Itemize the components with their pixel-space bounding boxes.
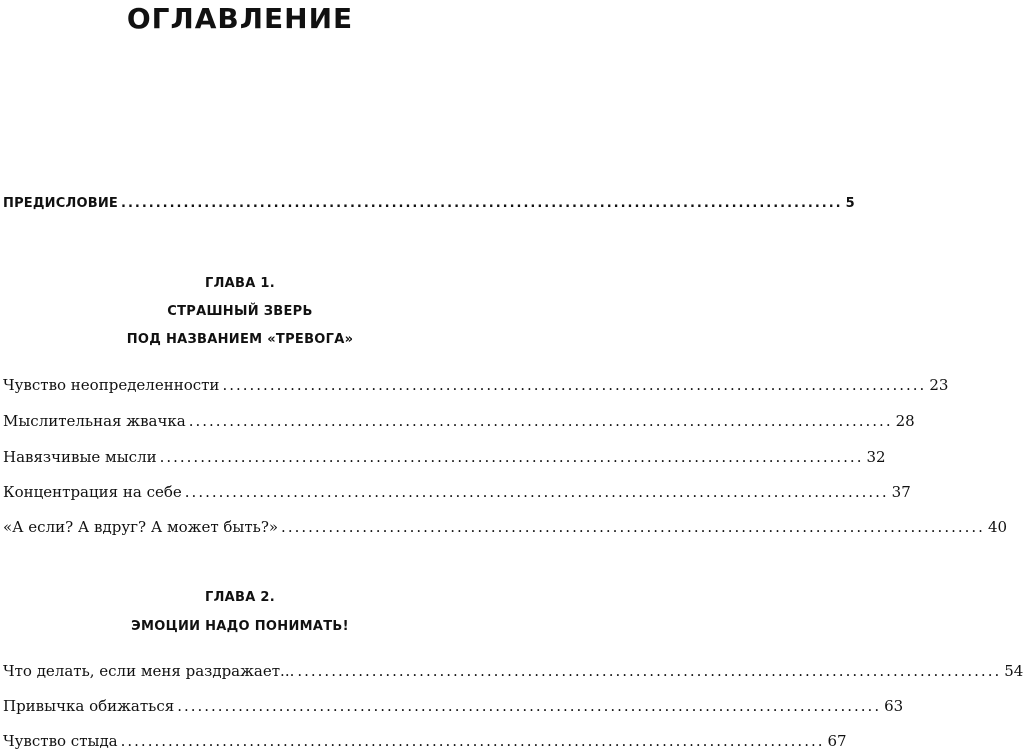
dot-leader: ........................................................................................................: [222, 376, 927, 394]
toc-page-number: 67: [827, 732, 847, 750]
dot-leader: ........................................................................................................: [159, 448, 864, 466]
toc-entry[interactable]: [3, 412, 915, 430]
toc-entry-label: Что делать, если меня раздражает...: [3, 662, 295, 680]
toc-entry[interactable]: [3, 448, 886, 466]
toc-entry-label: Концентрация на себе: [3, 483, 182, 501]
chapter-2-number: ГЛАВА 2.: [204, 590, 276, 605]
toc-page-number: 37: [891, 483, 911, 501]
dot-leader: ........................................................................................................: [121, 196, 843, 211]
toc-page-number: 23: [929, 376, 949, 394]
toc-page-number: 28: [895, 412, 915, 430]
toc-entry[interactable]: [3, 483, 911, 501]
toc-entry-label: «А если? А вдруг? А может быть?»: [3, 518, 279, 536]
toc-entry-label: ПРЕДИСЛОВИЕ: [3, 196, 119, 211]
dot-leader: ........................................................................................................: [177, 697, 882, 715]
chapter-1-title-line-2: ПОД НАЗВАНИЕМ «ТРЕВОГА»: [126, 332, 354, 347]
toc-entry-label: Мыслительная жвачка: [3, 412, 186, 430]
toc-page-number: 32: [866, 448, 886, 466]
chapter-1-title-line-1: СТРАШНЫЙ ЗВЕРЬ: [167, 304, 313, 319]
dot-leader: ........................................................................................................: [297, 662, 1002, 680]
toc-page-number: 40: [987, 518, 1008, 536]
toc-entry-label: Чувство стыда: [3, 732, 118, 750]
dot-leader: ........................................................................................................: [188, 412, 893, 430]
dot-leader: ........................................................................................................: [281, 518, 985, 536]
dot-leader: ........................................................................................................: [120, 732, 825, 750]
toc-entry[interactable]: [3, 697, 904, 715]
toc-page-number: 54: [1004, 662, 1023, 680]
toc-page-number: 5: [845, 196, 855, 211]
toc-entry-preface[interactable]: [3, 196, 855, 211]
chapter-1-number: ГЛАВА 1.: [204, 276, 276, 291]
toc-page-number: 63: [884, 697, 904, 715]
toc-entry[interactable]: [3, 662, 1023, 680]
toc-entry[interactable]: [3, 732, 847, 750]
toc-entry[interactable]: [3, 376, 949, 394]
chapter-2-title: ЭМОЦИИ НАДО ПОНИМАТЬ!: [131, 619, 349, 634]
page-title: ОГЛАВЛЕНИЕ: [126, 2, 354, 35]
toc-entry-label: Привычка обижаться: [3, 697, 175, 715]
toc-entry[interactable]: [3, 518, 1008, 536]
dot-leader: ........................................................................................................: [184, 483, 889, 501]
toc-entry-label: Чувство неопределенности: [3, 376, 220, 394]
toc-entry-label: Навязчивые мысли: [3, 448, 157, 466]
